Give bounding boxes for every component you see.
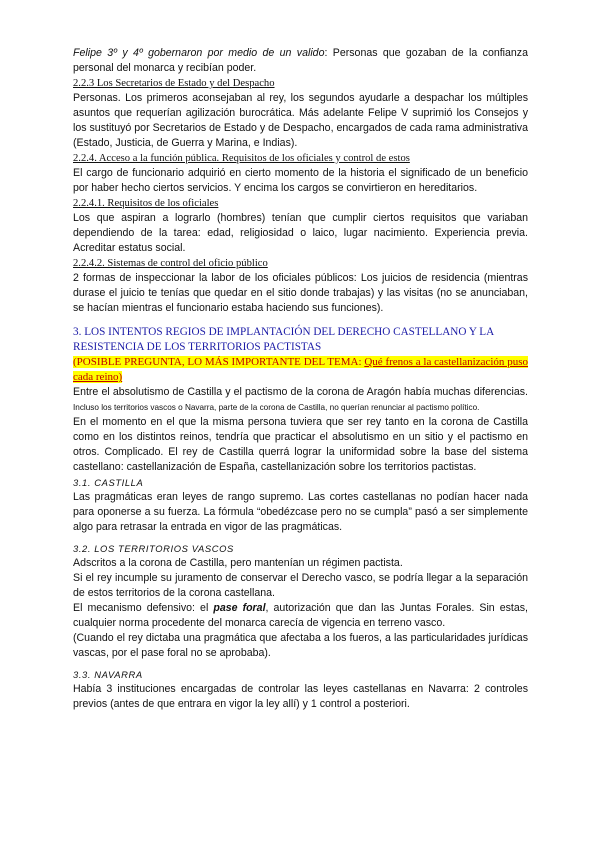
heading-2-2-4-2: 2.2.4.2. Sistemas de control del oficio público: [73, 258, 268, 269]
heading-3-2: 3.2. LOS TERRITORIOS VASCOS: [73, 543, 234, 554]
heading-3-3: 3.3. NAVARRA: [73, 669, 143, 680]
paragraph-2-2-4-1: Los que aspiran a lograrlo (hombres) tenían que cumplir ciertos requisitos que variaban dependiendo de la tarea: edad, religiosidad o laico, lugar nacimiento. Experiencia previa. Acreditar estatus social.: [73, 212, 528, 254]
section-3-heading: 3. LOS INTENTOS REGIOS DE IMPLANTACIÓN DEL DERECHO CASTELLANO Y LA RESISTENCIA DE LOS TERRITORIOS PACTISTAS: [73, 326, 494, 353]
paragraph-2-2-4-2: 2 formas de inspeccionar la labor de los oficiales públicos: Los juicios de residencia (mientras durase el juicio te tenías que quedar en el sitio donde trabajas) y las visitas (no se anunciaban, se hacían mientras el funcionario estaba haciendo sus funciones).: [73, 272, 528, 314]
intro-text: : Personas que gozaban de la confianza personal del monarca y recibían poder.: [73, 47, 528, 74]
section-3-p1-small: Incluso los territorios vascos o Navarra, parte de la corona de Castilla, no querían renunciar al pactismo político.: [73, 403, 480, 412]
exam-note: [73, 355, 528, 385]
paragraph-3-1: Las pragmáticas eran leyes de rango supremo. Las cortes castellanas no podían hacer nada para oponerse a su fuerza. La fórmula “obedézcase pero no se cumpla” pasó a ser simplemente algo para retrasar la entrada en vigor de las pragmáticas.: [73, 491, 528, 533]
heading-3-1: 3.1. CASTILLA: [73, 477, 144, 488]
exam-note-highlight: (POSIBLE PREGUNTA, LO MÁS IMPORTANTE DEL TEMA:: [73, 356, 365, 368]
pase-foral-term: pase foral: [213, 602, 266, 614]
section-3-p1-text: Entre el absolutismo de Castilla y el pactismo de la corona de Aragón había muchas diferencias.: [73, 386, 528, 398]
paragraph-3-2-d: (Cuando el rey dictaba una pragmática que afectaba a los fueros, a las particularidades jurídicas vascas, por el pase foral no se aprobaba).: [73, 632, 528, 659]
intro-italic: Felipe 3º y 4º gobernaron por medio de un valido: [73, 47, 325, 59]
exam-note-underlined: Qué frenos a la castellanización puso cada reino): [73, 356, 528, 383]
paragraph-2-2-4: El cargo de funcionario adquirió en cierto momento de la historia el significado de un beneficio por haber hecho ciertos servicios. Y encima los cargos se convirtieron en hereditarios.: [73, 167, 528, 194]
paragraph-3-2-a: Adscritos a la corona de Castilla, pero mantenían un régimen pactista.: [73, 557, 403, 569]
paragraph-2-2-3: Personas. Los primeros aconsejaban al rey, los segundos ayudarle a despachar los múltiples asuntos que requerían agilización burocrática. Más adelante Felipe V suprimió los Consejos y los sustituyó por Secretarios de Estado y de Despacho, encargados de cada rama administrativa (Estado, Justicia, de Guerra y Marina, e Indias).: [73, 92, 528, 149]
paragraph-3-2-b: Si el rey incumple su juramento de conservar el Derecho vasco, se podría llegar a la separación de estos territorios de la corona castellana.: [73, 572, 528, 599]
heading-2-2-4-1: 2.2.4.1. Requisitos de los oficiales: [73, 198, 219, 209]
section-3-paragraph-1: [73, 385, 528, 415]
heading-2-2-3: 2.2.3 Los Secretarios de Estado y del Despacho: [73, 78, 275, 89]
pase-foral-intro: El mecanismo defensivo: el: [73, 602, 214, 614]
section-3-paragraph-2: En el momento en el que la misma persona tuviera que ser rey tanto en la corona de Castilla como en los distintos reinos, tendría que practicar el absolutismo en un sitio y el pactismo en otros. Complicado. El rey de Castilla querrá lograr la uniformidad sobre la base del sistema castellano: castellanización de España, castellanización sobre los territorios pactistas.: [73, 416, 528, 473]
paragraph-3-2-c: [73, 601, 528, 631]
document-page: [73, 46, 528, 712]
intro-paragraph: [73, 46, 528, 76]
pase-foral-rest: , autorización que dan las Juntas Forales. Sin estas, cualquier norma procedente del monarca carecía de vigencia en terreno vasco.: [73, 602, 529, 629]
paragraph-3-3: Había 3 instituciones encargadas de controlar las leyes castellanas en Navarra: 2 controles previos (antes de que entrara en vigor la ley allí) y 1 control a posteriori.: [73, 683, 528, 710]
heading-2-2-4: 2.2.4. Acceso a la función pública. Requisitos de los oficiales y control de estos: [73, 153, 410, 164]
